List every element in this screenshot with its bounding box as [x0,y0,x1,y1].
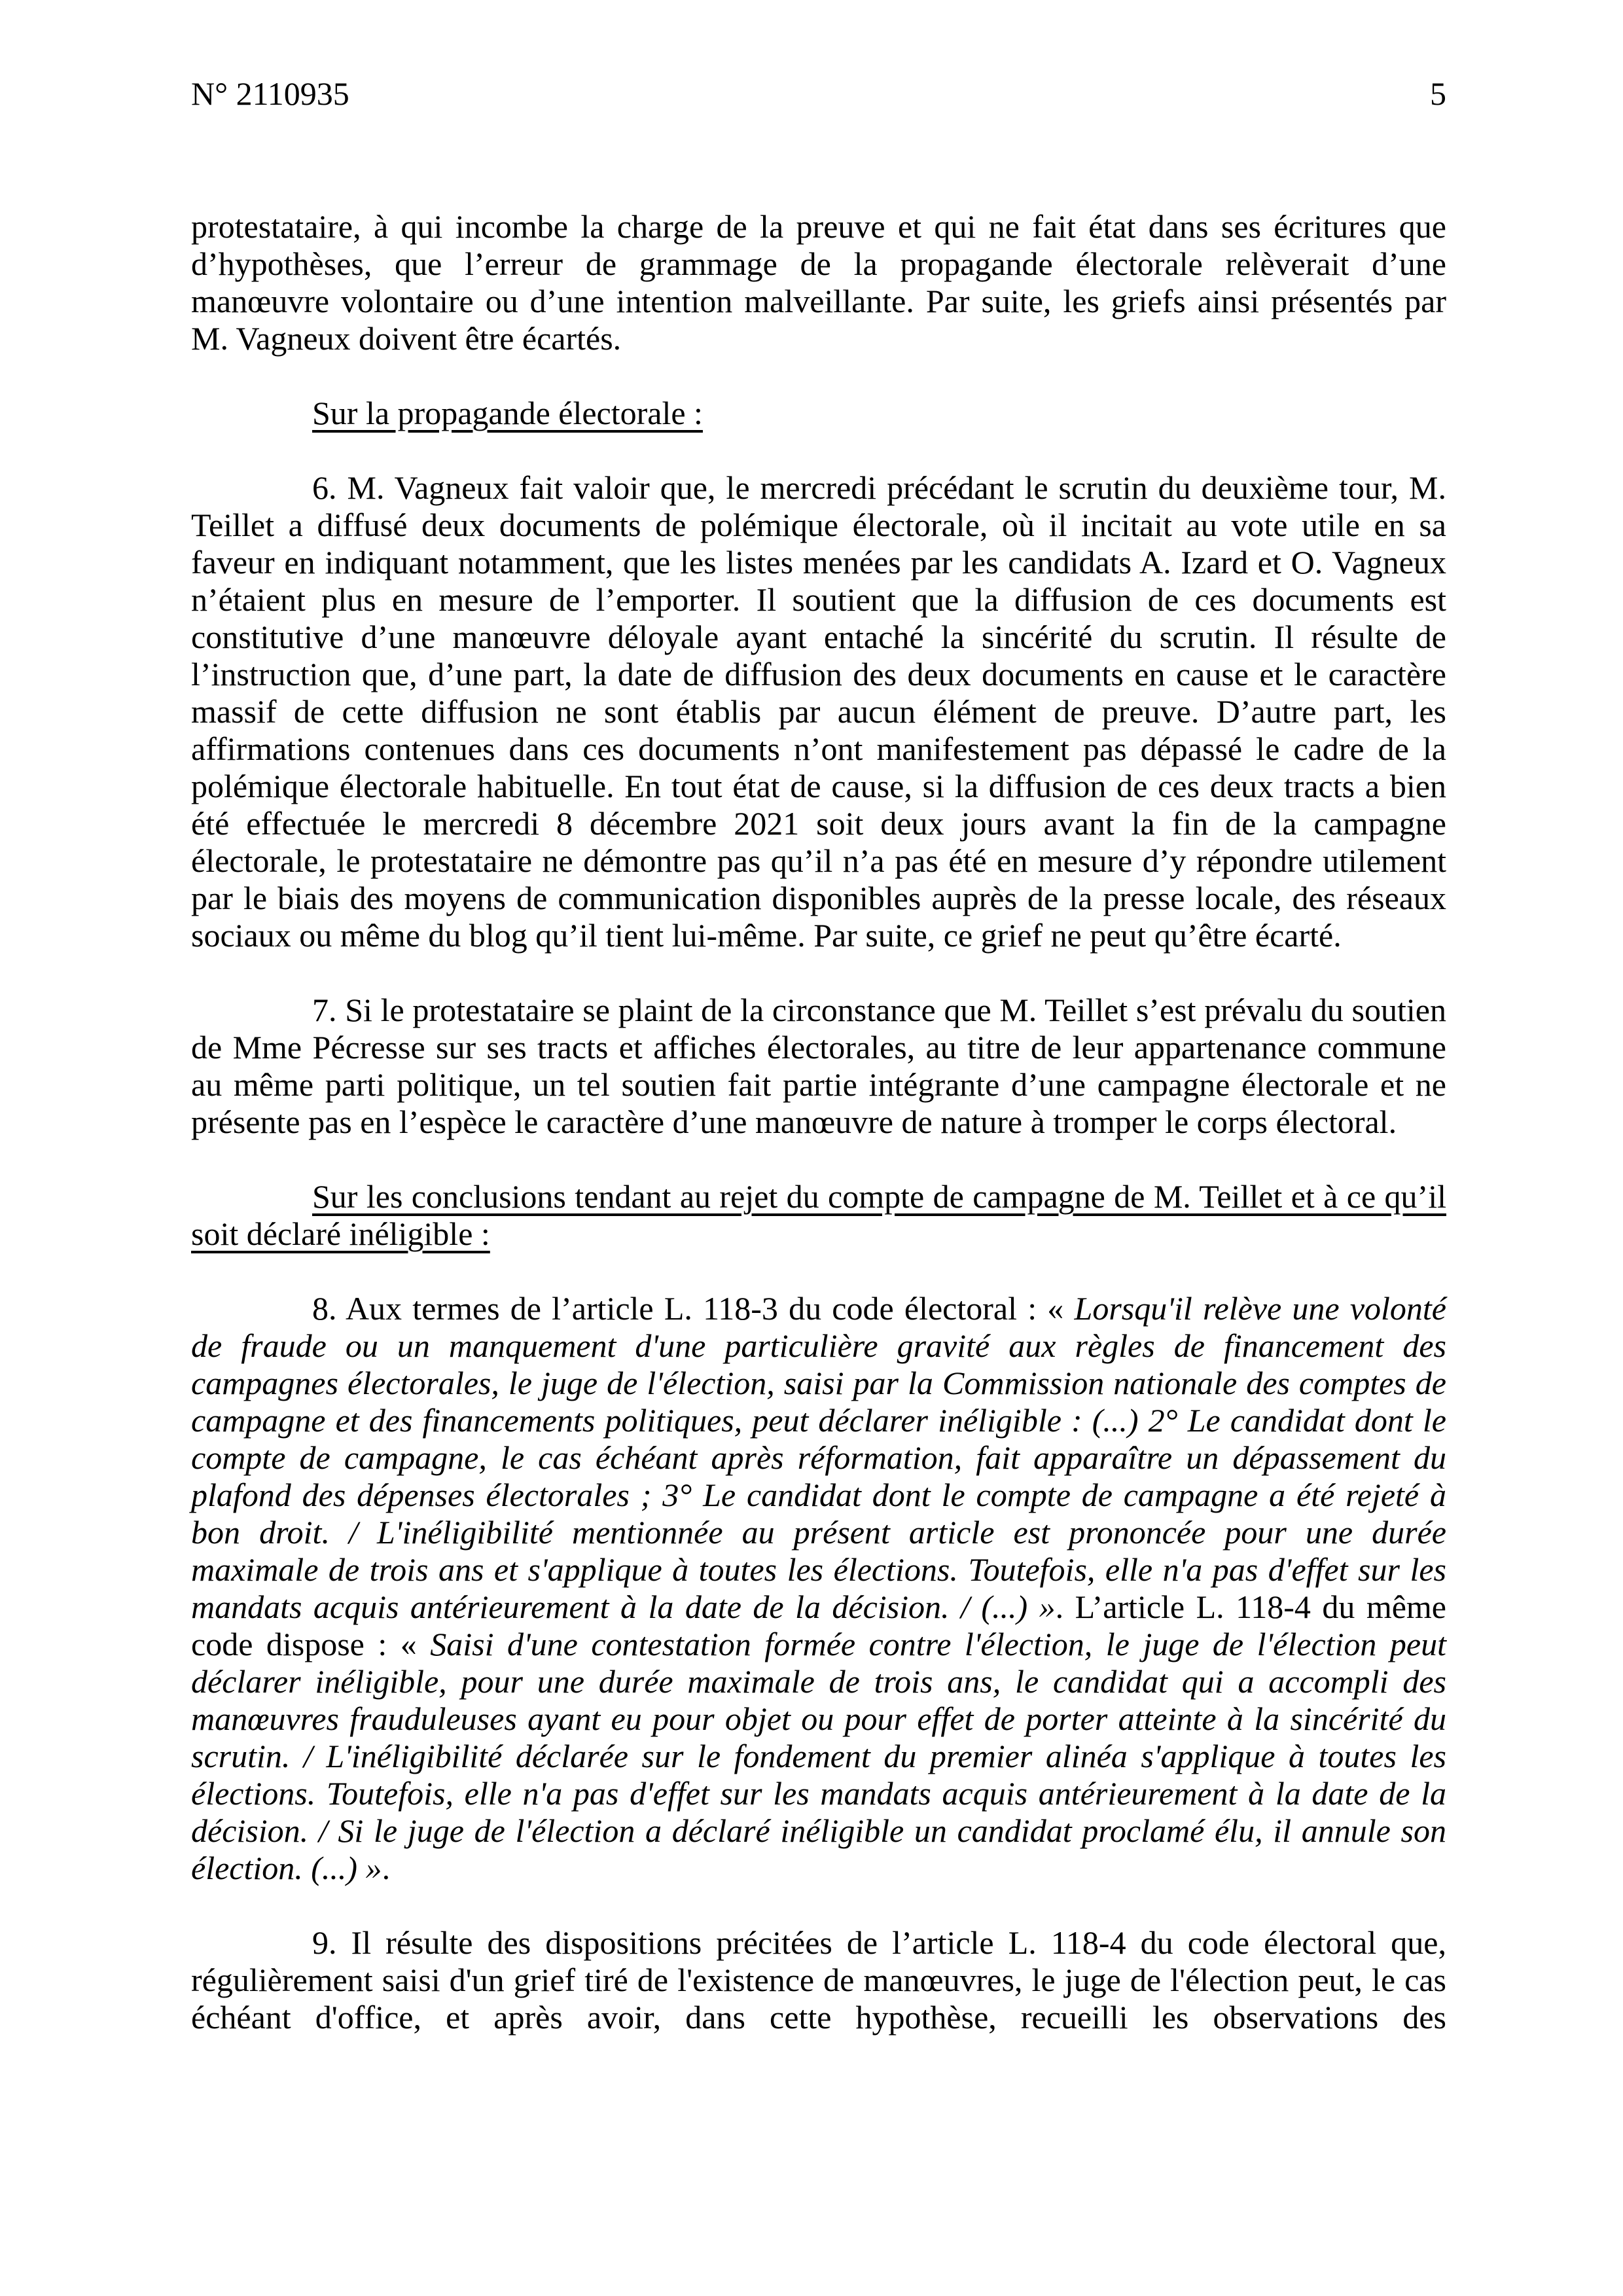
text-run: 7. Si le protestataire se plaint de la circonstance que M. Teillet s’est prévalu du soutien de Mme Pécresse sur ses tracts et affiches électorales, au titre de leur appartenance commune au même parti politique, un tel soutien fait partie intégrante d’une campagne électorale et ne présente pas en l’espèce le caractère d’une manœuvre de nature à tromper le corps électoral. [191,992,1446,1140]
paragraph-8 [191,1290,1446,1887]
text-run-italic: Saisi d'une contestation formée contre l'élection, le juge de l'élection peut déclarer inéligible, pour une durée maximale de trois ans, le candidat qui a accompli des manœuvres frauduleuses ayant eu pour objet ou pour effet de porter atteinte à la sincérité du scrutin. / L'inéligibilité déclarée sur le fondement du premier alinéa s'applique à toutes les élections. Toutefois, elle n'a pas d'effet sur les mandats acquis antérieurement à la date de la décision. / Si le juge de l'élection a déclaré inéligible un candidat proclamé élu, il annule son élection. (...) » [191,1626,1446,1886]
text-run: protestataire, à qui incombe la charge de la preuve et qui ne fait état dans ses écritures que d’hypothèses, que l’erreur de grammage de la propagande électorale relèverait d’une manœuvre volontaire ou d’une intention malveillante. Par suite, les griefs ainsi présentés par M. Vagneux doivent être écartés. [191,208,1446,357]
section-heading-conclusions [191,1178,1446,1253]
paragraph-6 [191,469,1446,954]
document-body [191,208,1446,2036]
text-run: Sur la propagande électorale : [312,395,703,431]
continuation-paragraph [191,208,1446,357]
text-run: 6. M. Vagneux fait valoir que, le mercredi précédant le scrutin du deuxième tour, M. Teillet a diffusé deux documents de polémique électorale, où il incitait au vote utile en sa faveur en indiquant notamment, que les listes menées par les candidats A. Izard et O. Vagneux n’étaient plus en mesure de l’emporter. Il soutient que la diffusion de ces documents est constitutive d’une manœuvre déloyale ayant entaché la sincérité du scrutin. Il résulte de l’instruction que, d’une part, la date de diffusion des deux documents en cause et le caractère massif de cette diffusion ne sont établis par aucun élément de preuve. D’autre part, les affirmations contenues dans ces documents n’ont manifestement pas dépassé le cadre de la polémique électorale habituelle. En tout état de cause, si la diffusion de ces deux tracts a bien été effectuée le mercredi 8 décembre 2021 soit deux jours avant la fin de la campagne électorale, le protestataire ne démontre pas qu’il n’a pas été en mesure d’y répondre utilement par le biais des moyens de communication disponibles auprès de la presse locale, des réseaux sociaux ou même du blog qu’il tient lui-même. Par suite, ce grief ne peut qu’être écarté. [191,469,1446,954]
section-heading-propagande [191,395,1446,432]
text-run: 9. Il résulte des dispositions précitées de l’article L. 118-4 du code électoral que, régulièrement saisi d'un grief tiré de l'existence de manœuvres, le juge de l'élection peut, le cas échéant d'office, et après avoir, dans cette hypothèse, recueilli les observations des [191,1924,1446,2036]
text-run: 8. Aux termes de l’article L. 118-3 du code électoral : « [312,1290,1075,1327]
text-run: Sur les conclusions tendant au rejet du compte de campagne de M. Teillet et à ce qu’il soit déclaré inéligible : [191,1178,1446,1252]
text-run-italic: Lorsqu'il relève une volonté de fraude ou un manquement d'une particulière gravité aux règles de financement des campagnes électorales, le juge de l'élection, saisi par la Commission nationale des comptes de campagne et des financements politiques, peut déclarer inéligible : (...) 2° Le candidat dont le compte de campagne, le cas échéant après réformation, fait apparaître un dépassement du plafond des dépenses électorales ; 3° Le candidat dont le compte de campagne a été rejeté à bon droit. / L'inéligibilité mentionnée au présent article est prononcée pour une durée maximale de trois ans et s'applique à toutes les élections. Toutefois, elle n'a pas d'effet sur les mandats acquis antérieurement à la date de la décision. / (...) » [191,1290,1446,1625]
case-number: N° 2110935 [191,75,349,112]
paragraph-9 [191,1924,1446,2036]
text-run: . L’article L. 118-4 du même code dispose : « [191,1588,1446,1662]
page-header [191,75,1446,113]
paragraph-7 [191,992,1446,1141]
text-run: . [382,1850,391,1886]
page-number: 5 [1430,75,1446,112]
